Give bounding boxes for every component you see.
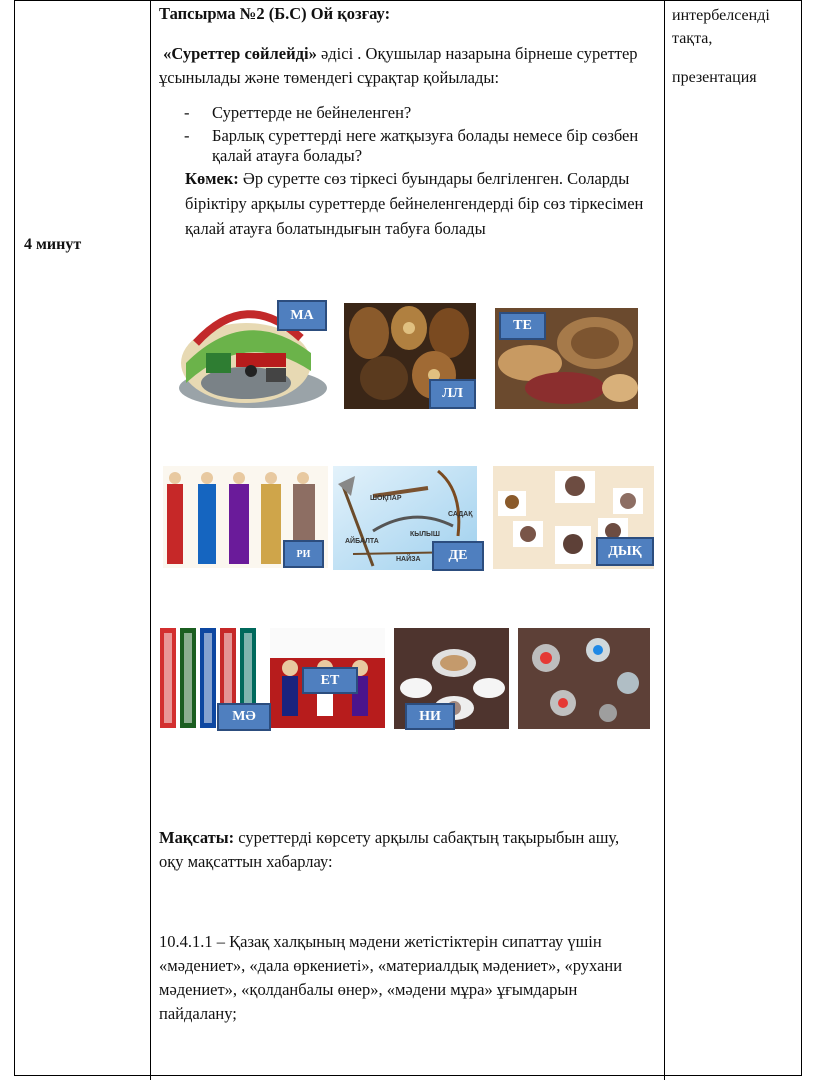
help-label: Көмек:: [185, 169, 239, 188]
resource-item: интербелсенді тақта,: [672, 7, 770, 47]
syllable-badge: МА: [277, 300, 327, 331]
weapon-label: НАЙЗА: [396, 556, 421, 563]
time-cell: 4 минут: [24, 236, 82, 253]
help-text: Әр суретте сөз тіркесі буындары белгіленген. Соларды біріктіру арқылы суреттерде бейнеленгендерді бір сөз тіркесімен қалай атауға болатындығын табуға болады: [185, 169, 644, 238]
method-paragraph: [159, 42, 639, 90]
syllable-badge: НИ: [405, 703, 455, 730]
goal-label: Мақсаты:: [159, 828, 235, 847]
resource-item: презентация: [672, 69, 757, 86]
question-list: [184, 103, 644, 169]
weapon-label: АЙБАЛТА: [345, 538, 379, 545]
question-item: - Барлық суреттерді неге жатқызуға болады немесе бір сөзбен қалай атауға болады?: [184, 126, 644, 166]
syllable-badge: ТЕ: [499, 312, 546, 340]
jewelry-image: [518, 628, 650, 729]
task-title: Тапсырма №2 (Б.С) Ой қозғау:: [159, 4, 391, 23]
goal-paragraph: [159, 826, 639, 874]
method-description: әдісі . Оқушылар назарына бірнеше суреттер ұсынылады және төмендегі сұрақтар қойылады:: [159, 44, 638, 87]
column-divider: [150, 0, 151, 1080]
syllable-badge: РИ: [283, 540, 324, 568]
help-paragraph: [185, 166, 655, 241]
method-name: «Суреттер сөйлейді»: [163, 44, 317, 63]
column-divider: [664, 0, 665, 1080]
goal-text: суреттерді көрсету арқылы сабақтың тақырыбын ашу, оқу мақсаттын хабарлау:: [159, 828, 620, 871]
weapon-label: САДАҚ: [448, 511, 473, 518]
resources-cell: [672, 4, 792, 89]
syllable-badge: ДЕ: [432, 541, 484, 571]
syllable-badge: МӘ: [217, 703, 271, 731]
question-item: - Суреттерде не бейнеленген?: [184, 103, 644, 123]
learning-objective: 10.4.1.1 – Қазақ халқының мәдени жетістіктерін сипаттау үшін «мәдениет», «дала өркениеті», «материалдық мәдениет», «рухани мәдениет», «қолданбалы өнер», «мәдени мұра» ұғымдарын пайдалану;: [159, 932, 623, 1023]
weapon-label: КЫЛЫШ: [410, 531, 440, 538]
weapon-label: ШОҚПАР: [370, 495, 402, 502]
syllable-badge: ДЫҚ: [596, 537, 654, 566]
syllable-badge: ЕТ: [302, 667, 358, 694]
syllable-badge: ЛЛ: [429, 379, 476, 409]
